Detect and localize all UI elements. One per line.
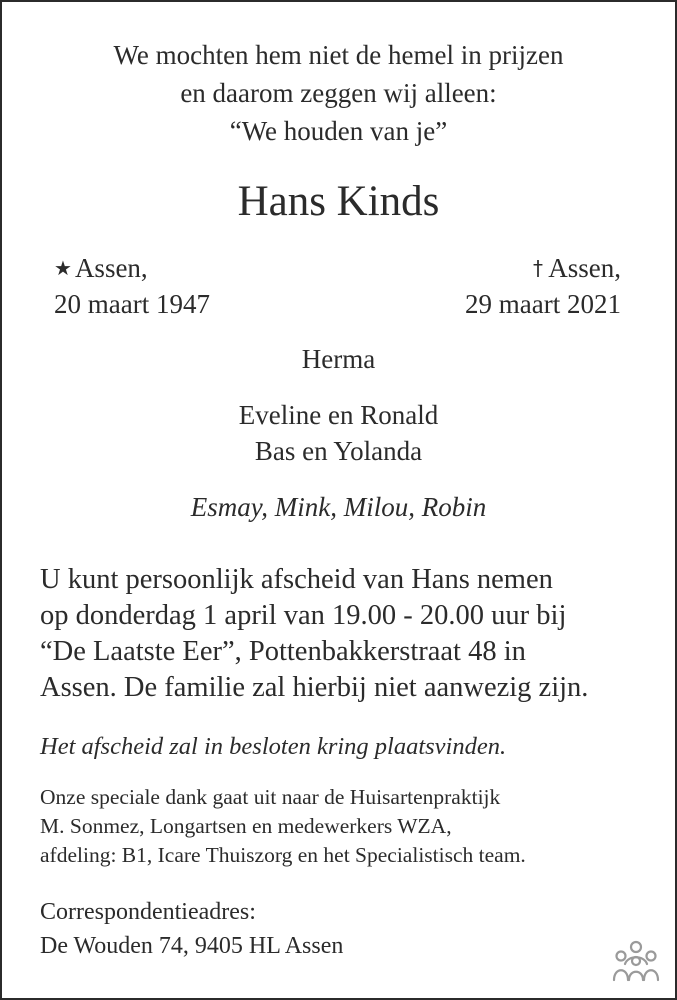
thanks-line: afdeling: B1, Icare Thuiszorg en het Specialistisch team. <box>40 843 526 867</box>
correspondence-street: De Wouden 74, 9405 HL Assen <box>40 933 344 959</box>
partner-name: Herma <box>301 344 376 374</box>
grandchildren-names: Esmay, Mink, Milou, Robin <box>190 492 487 522</box>
family-people-icon <box>611 940 661 984</box>
correspondence-address <box>40 895 343 963</box>
thanks-line: M. Sonmez, Longartsen en medewerkers WZA, <box>40 814 452 838</box>
birth-info <box>54 250 210 322</box>
children-item: Eveline en Ronald <box>238 400 439 430</box>
poem <box>2 36 675 150</box>
poem-line: en daarom zeggen wij alleen: <box>180 78 497 108</box>
children-item: Bas en Yolanda <box>254 436 423 466</box>
death-info <box>465 250 621 322</box>
death-place: Assen, <box>548 253 621 283</box>
private-ceremony-note: Het afscheid zal in besloten kring plaatsvinden. <box>40 733 507 760</box>
deceased-name: Hans Kinds <box>237 178 440 225</box>
birth-date: 20 maart 1947 <box>54 289 210 319</box>
poem-line: “We houden van je” <box>229 116 448 146</box>
thanks-note <box>40 783 526 870</box>
thanks-line: Onze speciale dank gaat uit naar de Huisartenpraktijk <box>40 785 501 809</box>
correspondence-label: Correspondentieadres: <box>40 899 256 925</box>
farewell-line: “De Laatste Eer”, Pottenbakkerstraat 48 in <box>40 636 526 667</box>
birth-place: Assen, <box>74 253 148 283</box>
star-icon: ★ <box>54 256 72 280</box>
farewell-notice <box>40 562 645 706</box>
farewell-line: op donderdag 1 april van 19.00 - 20.00 uur bij <box>40 600 567 631</box>
death-date: 29 maart 2021 <box>465 289 621 319</box>
poem-line: We mochten hem niet de hemel in prijzen <box>113 40 564 70</box>
farewell-line: U kunt persoonlijk afscheid van Hans nemen <box>40 564 553 595</box>
cross-icon: † <box>532 256 543 280</box>
children-list <box>2 397 675 469</box>
farewell-line: Assen. De familie zal hierbij niet aanwezig zijn. <box>40 672 589 703</box>
